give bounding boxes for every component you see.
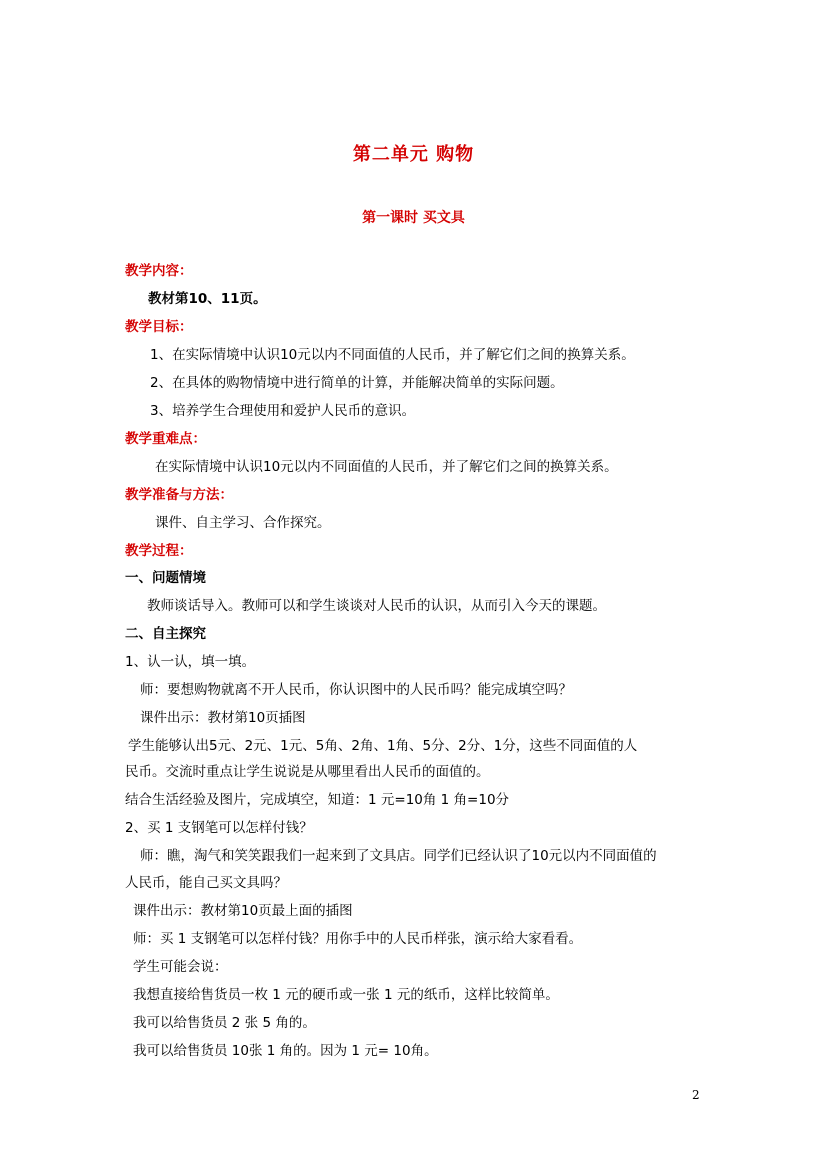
item-2-teacher-a: 师：瞧，淘气和笑笑跟我们一起来到了文具店。同学们已经认识了10元以内不同面值的 [140, 848, 657, 864]
process-heading: 教学过程： [125, 543, 193, 559]
part-2-heading: 二、自主探究 [125, 626, 206, 642]
item-2-students: 学生可能会说： [133, 959, 228, 975]
item-2-title: 2、买 1 支钢笔可以怎样付钱？ [125, 820, 313, 836]
part-1-heading: 一、问题情境 [125, 570, 206, 586]
goal-item-2: 2、在具体的购物情境中进行简单的计算，并能解决简单的实际问题。 [150, 375, 564, 391]
item-1-show: 课件出示：教材第10页插图 [140, 710, 306, 726]
content-text: 教材第10、11页。 [148, 291, 267, 307]
answer-2: 我可以给售货员 2 张 5 角的。 [133, 1015, 316, 1031]
item-1-fill: 结合生活经验及图片，完成填空，知道：1 元=10角 1 角=10分 [125, 792, 510, 808]
content-heading: 教学内容： [125, 263, 193, 279]
item-1-student-a: 学生能够认出5元、2元、1元、5角、2角、1角、5分、2分、1分，这些不同面值的人 [128, 738, 638, 754]
goal-item-1: 1、在实际情境中认识10元以内不同面值的人民币，并了解它们之间的换算关系。 [150, 347, 635, 363]
item-1-title: 1、认一认，填一填。 [125, 654, 256, 670]
preparation-heading: 教学准备与方法： [125, 487, 233, 503]
key-points-heading: 教学重难点： [125, 431, 206, 447]
goal-item-3: 3、培养学生合理使用和爱护人民币的意识。 [150, 403, 416, 419]
part-1-text: 教师谈话导入。教师可以和学生谈谈对人民币的认识，从而引入今天的课题。 [147, 598, 606, 614]
preparation-text: 课件、自主学习、合作探究。 [155, 515, 331, 531]
page-number: 2 [692, 1088, 700, 1102]
lesson-subtitle: 第一课时 买文具 [362, 210, 465, 226]
key-points-text: 在实际情境中认识10元以内不同面值的人民币，并了解它们之间的换算关系。 [155, 459, 618, 475]
answer-3: 我可以给售货员 10张 1 角的。因为 1 元= 10角。 [133, 1043, 438, 1059]
item-2-show: 课件出示：教材第10页最上面的插图 [133, 903, 353, 919]
goals-heading: 教学目标： [125, 319, 193, 335]
item-2-teacher-b: 人民币，能自己买文具吗？ [125, 875, 287, 891]
unit-title: 第二单元 购物 [352, 144, 475, 165]
item-2-teacher-c: 师：买 1 支钢笔可以怎样付钱？用你手中的人民币样张，演示给大家看看。 [133, 931, 583, 947]
item-1-teacher: 师：要想购物就离不开人民币，你认识图中的人民币吗？能完成填空吗？ [140, 682, 572, 698]
answer-1: 我想直接给售货员一枚 1 元的硬币或一张 1 元的纸币，这样比较简单。 [133, 987, 559, 1003]
item-1-student-b: 民币。交流时重点让学生说说是从哪里看出人民币的面值的。 [125, 764, 490, 780]
